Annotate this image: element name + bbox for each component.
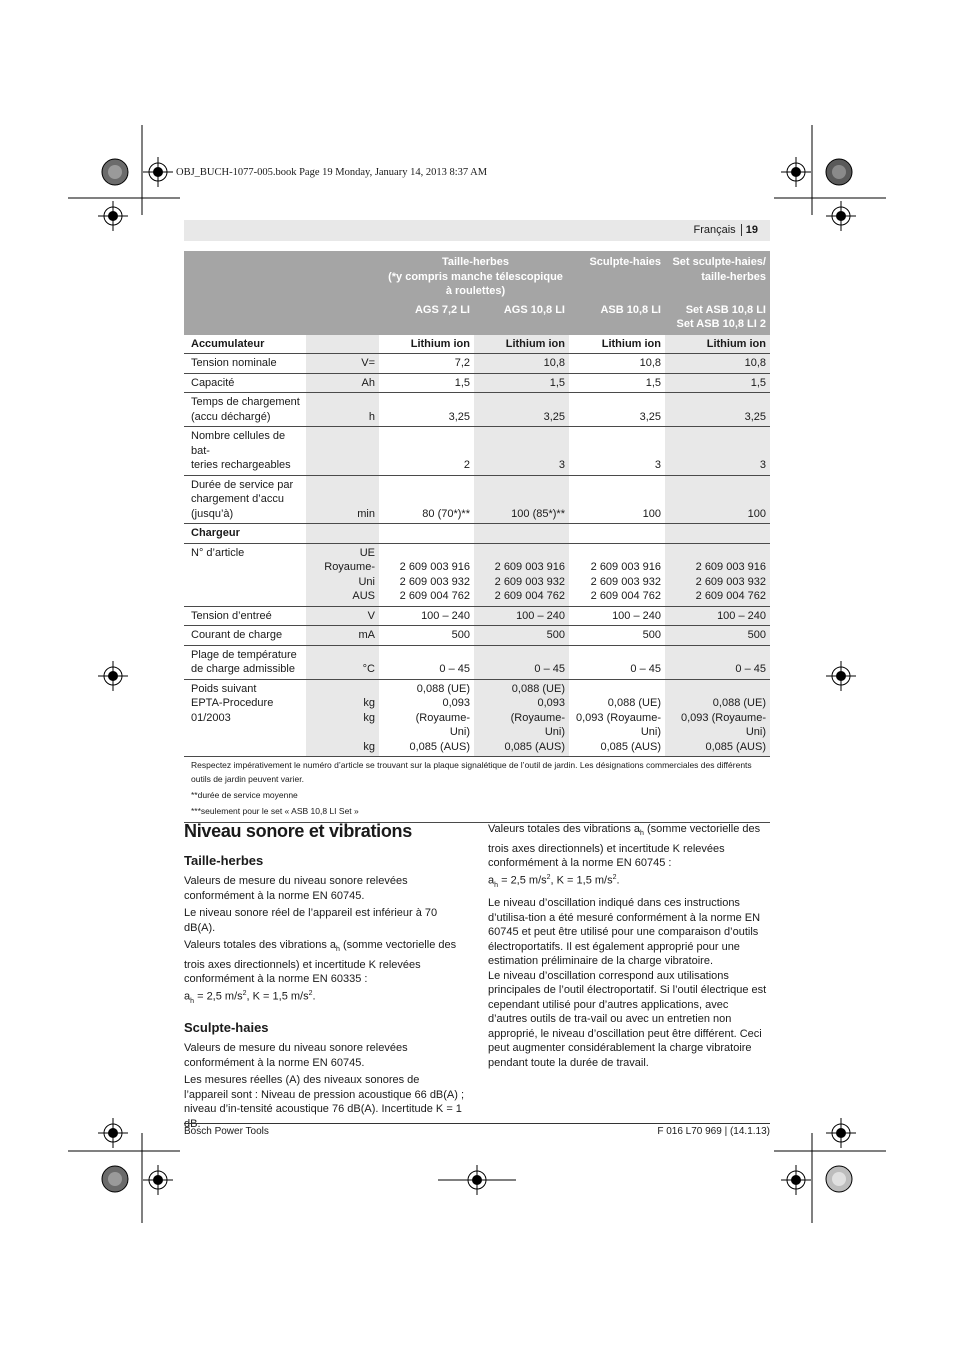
print-header: OBJ_BUCH-1077-005.book Page 19 Monday, January 14, 2013 8:37 AM	[176, 167, 488, 178]
paragraph: Le niveau d’oscillation correspond aux utilisations principales de l’outil électroportatif. Si l’outil électrique est cependant utilisé pour d’autres applications, avec d’autres outils de tra-vail ou avec un entretien non approprié, le niveau d’oscillation peut être différent. Ceci peut augmenter considérablement la charge vibratoire pendant toute la durée de travail.	[488, 969, 767, 1069]
footnote: **durée de service moyenne	[191, 790, 298, 800]
table-row	[184, 645, 770, 679]
text-run: .	[616, 874, 620, 887]
cell	[665, 524, 770, 544]
text-run: a	[184, 990, 191, 1003]
registration-target-icon	[826, 1118, 856, 1148]
text-run: .	[312, 990, 316, 1003]
cell: Durée de service par chargement d’accu (jusqu’à)	[184, 475, 306, 524]
cell: 2 609 003 916 2 609 003 932 2 609 004 762	[474, 543, 569, 606]
cell: Plage de température de charge admissible	[184, 645, 306, 679]
footer-rule	[184, 1123, 770, 1124]
section-row-chargeur	[184, 524, 770, 544]
paragraph: Le niveau sonore réel de l’appareil est inférieur à 70 dB(A).	[184, 907, 438, 934]
cell: 2	[379, 427, 474, 476]
cell: 1,5	[379, 373, 474, 393]
cell: Temps de chargement (accu déchargé)	[184, 393, 306, 427]
cell: Tension d’entreé	[184, 606, 306, 626]
registration-target-icon	[98, 1118, 128, 1148]
cell: 100	[569, 475, 665, 524]
cell: 2 609 003 916 2 609 003 932 2 609 004 762	[665, 543, 770, 606]
cell: Capacité	[184, 373, 306, 393]
cell: 2 609 003 916 2 609 003 932 2 609 004 762	[379, 543, 474, 606]
registration-target-icon	[143, 1165, 173, 1195]
cell: 500	[474, 626, 569, 646]
cell: Lithium ion	[665, 335, 770, 354]
cell: Lithium ion	[379, 335, 474, 354]
color-wheel-icon	[825, 1165, 853, 1193]
text-run: = 2,5 m/s	[194, 990, 243, 1003]
text-run: , K = 1,5 m/s	[550, 874, 613, 887]
cell: min	[306, 475, 379, 524]
registration-target-icon	[781, 157, 811, 187]
model-col-3: ASB 10,8 LI	[569, 301, 665, 335]
model-col-2: AGS 10,8 LI	[474, 301, 569, 335]
cell: 500	[379, 626, 474, 646]
cell: 0,088 (UE) 0,093 (Royaume- Uni) 0,085 (AUS)	[474, 679, 569, 757]
text-run: h	[640, 830, 644, 838]
cell: Lithium ion	[569, 335, 665, 354]
cell	[474, 524, 569, 544]
cell: 3	[569, 427, 665, 476]
cell	[306, 427, 379, 476]
cell: Courant de charge	[184, 626, 306, 646]
model-col-4: Set ASB 10,8 LI Set ASB 10,8 LI 2	[665, 301, 770, 335]
text-run: 2	[612, 873, 617, 881]
cell: 100 – 240	[665, 606, 770, 626]
cell: h	[306, 393, 379, 427]
page-number: 19	[741, 224, 758, 236]
cell: 100 – 240	[379, 606, 474, 626]
cell: 1,5	[569, 373, 665, 393]
cell: Poids suivant EPTA-Procedure 01/2003	[184, 679, 306, 757]
footnote-row	[184, 803, 770, 823]
header-blank	[184, 251, 379, 301]
registration-target-icon	[98, 201, 128, 231]
table-row	[184, 354, 770, 374]
section-row-accumulateur	[184, 335, 770, 354]
text-run: 2	[308, 989, 313, 997]
text-run: 2	[242, 989, 247, 997]
section-title: Niveau sonore et vibrations	[184, 821, 412, 841]
cell: 0,088 (UE) 0,093 (Royaume- Uni) 0,085 (AUS)	[569, 679, 665, 757]
table-row	[184, 393, 770, 427]
subheading-taille-herbes: Taille-herbes	[184, 853, 264, 868]
registration-target-icon	[826, 201, 856, 231]
color-wheel-icon	[101, 1165, 129, 1193]
paragraph-vibration	[488, 822, 770, 893]
text-run: (somme vectorielle des trois axes directionnels) et incertitude K relevées conformément à la norme EN 60335 :	[184, 939, 457, 986]
left-column	[184, 853, 466, 1131]
registration-target-icon	[98, 661, 128, 691]
color-wheel-icon	[825, 158, 853, 186]
group-taille-herbes: Taille-herbes (*y compris manche télescopique à roulettes)	[379, 251, 569, 301]
cell: Nombre cellules de bat- teries rechargeables	[184, 427, 306, 476]
table-row	[184, 679, 770, 757]
text-run: Valeurs totales des vibrations a	[184, 939, 337, 951]
cell: 100 – 240	[474, 606, 569, 626]
cell: 0 – 45	[379, 645, 474, 679]
table-row	[184, 626, 770, 646]
cell: 100 (85*)**	[474, 475, 569, 524]
text-run: a	[488, 874, 495, 887]
cell: 500	[569, 626, 665, 646]
spec-table	[184, 251, 770, 823]
cell: 0 – 45	[569, 645, 665, 679]
footer-docref: F 016 L70 969 | (14.1.13)	[657, 1126, 770, 1137]
paragraph: Le niveau d’oscillation indiqué dans ces instructions d’utilisa-tion a été mesuré conformément à la norme EN 60745 et peut être utilisé pour une comparaison d’outils électroportatifs. Il est également approprié pour une estimation préliminaire de la charge vibratoire.	[488, 897, 761, 968]
registration-target-icon	[462, 1165, 492, 1195]
cell: 500	[665, 626, 770, 646]
text-run: h	[190, 997, 195, 1005]
section-label: Chargeur	[184, 524, 306, 544]
table-row	[184, 543, 770, 606]
right-column	[488, 822, 770, 1070]
text-run: Valeurs totales des vibrations a	[488, 823, 641, 835]
cell: 10,8	[665, 354, 770, 374]
text-run: h	[336, 946, 340, 954]
cell: V	[306, 606, 379, 626]
language-bar	[184, 220, 770, 241]
color-wheel-icon	[101, 158, 129, 186]
cell: °C	[306, 645, 379, 679]
cell: 3,25	[569, 393, 665, 427]
cell: 3,25	[474, 393, 569, 427]
cell: Lithium ion	[474, 335, 569, 354]
language-label: Français	[693, 224, 736, 236]
table-row	[184, 606, 770, 626]
cell: N° d’article	[184, 543, 306, 606]
footnote: Respectez impérativement le numéro d’article se trouvant sur la plaque signalétique de l’outil de jardin. Les désignations commerciales des différents outils de jardin peuvent varier.	[191, 760, 752, 784]
cell	[379, 524, 474, 544]
paragraph-vibration	[184, 938, 466, 1009]
text-run: h	[494, 881, 499, 889]
paragraph: Les mesures réelles (A) des niveaux sonores de l’appareil sont : Niveau de pression acoustique 66 dB(A) ; niveau d’in-tensité acoustique 76 dB(A). Incertitude K = 1	[184, 1074, 465, 1116]
cell: 1,5	[665, 373, 770, 393]
paragraph: Valeurs de mesure du niveau sonore relevées conformément à la norme EN 60745.	[184, 1042, 408, 1069]
cell	[306, 524, 379, 544]
registration-target-icon	[826, 661, 856, 691]
cell: 80 (70*)**	[379, 475, 474, 524]
table-row	[184, 427, 770, 476]
cell: 2 609 003 916 2 609 003 932 2 609 004 762	[569, 543, 665, 606]
cell: 3,25	[665, 393, 770, 427]
cell: mA	[306, 626, 379, 646]
header-blank	[184, 301, 379, 335]
footnote: ***seulement pour le set « ASB 10,8 LI Set »	[184, 803, 770, 823]
text-run: (somme vectorielle des trois axes directionnels) et incertitude K relevées conformément à la norme EN 60745 :	[488, 823, 761, 870]
cell: 3	[665, 427, 770, 476]
cell: 0 – 45	[665, 645, 770, 679]
text-run: , K = 1,5 m/s	[246, 990, 309, 1003]
cell: 7,2	[379, 354, 474, 374]
cell: 100	[665, 475, 770, 524]
footnote-row	[184, 757, 770, 788]
text-run: 2	[546, 873, 551, 881]
paragraph: Valeurs de mesure du niveau sonore relevées conformément à la norme EN 60745.	[184, 875, 408, 902]
cell: 3,25	[379, 393, 474, 427]
group-sculpte-haies: Sculpte-haies	[569, 251, 665, 301]
cell: V=	[306, 354, 379, 374]
model-col-1: AGS 7,2 LI	[379, 301, 474, 335]
cell: 1,5	[474, 373, 569, 393]
cell	[569, 524, 665, 544]
cell: 10,8	[474, 354, 569, 374]
cell: 100 – 240	[569, 606, 665, 626]
footnote-row	[184, 787, 770, 803]
table-row	[184, 373, 770, 393]
language-indicator	[694, 224, 759, 236]
cell: 10,8	[569, 354, 665, 374]
text-run: = 2,5 m/s	[498, 874, 547, 887]
cell: kg kg kg	[306, 679, 379, 757]
footer-brand: Bosch Power Tools	[184, 1126, 269, 1137]
registration-target-icon	[781, 1165, 811, 1195]
cell: 0 – 45	[474, 645, 569, 679]
cell: Ah	[306, 373, 379, 393]
cell: UE Royaume-Uni AUS	[306, 543, 379, 606]
cell: 0,088 (UE) 0,093 (Royaume- Uni) 0,085 (AUS)	[379, 679, 474, 757]
cell: 3	[474, 427, 569, 476]
table-row	[184, 475, 770, 524]
section-label: Accumulateur	[184, 335, 306, 354]
group-set: Set sculpte-haies/ taille-herbes	[665, 251, 770, 301]
cell: Tension nominale	[184, 354, 306, 374]
subheading-sculpte-haies: Sculpte-haies	[184, 1020, 269, 1036]
cell: 0,088 (UE) 0,093 (Royaume- Uni) 0,085 (AUS)	[665, 679, 770, 757]
registration-target-icon	[143, 157, 173, 187]
